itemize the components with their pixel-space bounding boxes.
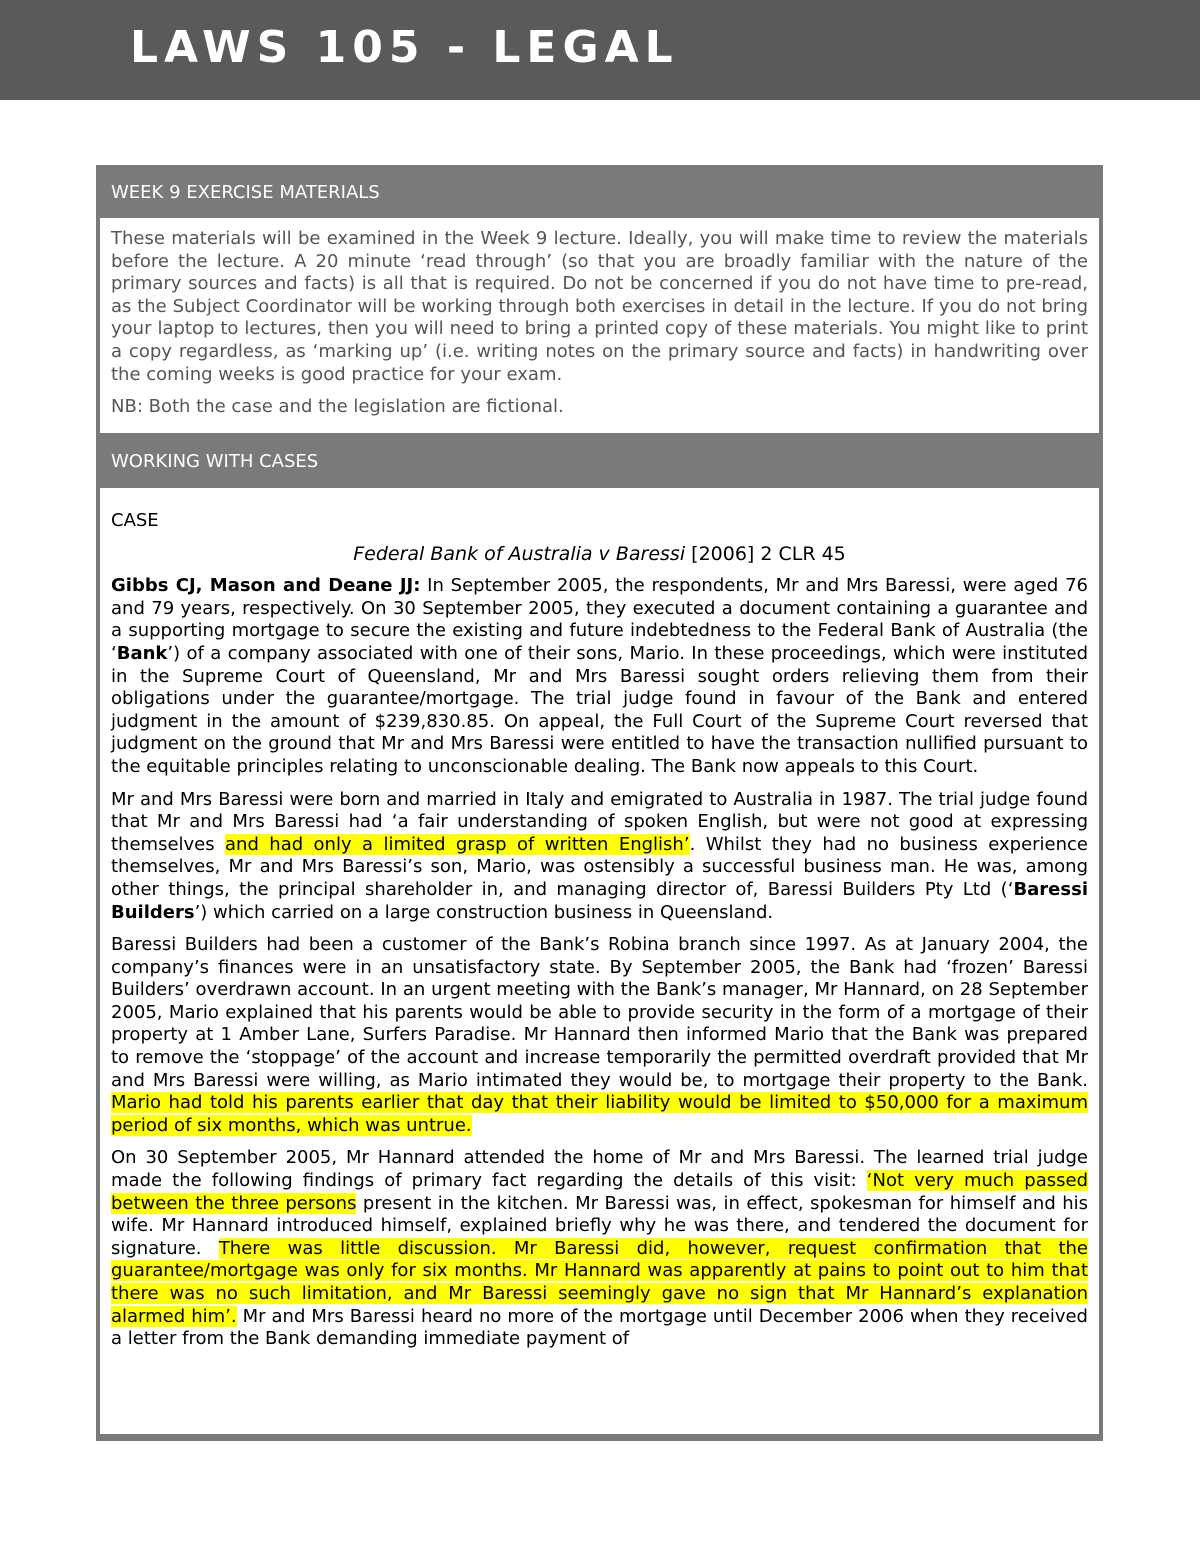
highlighted-text: Mario had told his parents earlier that day that their liability would be limited to $50,000 for a maximum period of six months, which was untrue.: [111, 1092, 1088, 1136]
case-citation: [111, 543, 1088, 566]
case-paragraph-1: Gibbs CJ, Mason and Deane JJ: In September 2005, the respondents, Mr and Mrs Baressi, were aged 76 and 79 years, respectively. On 30 September 2005, they executed a document containing a guarantee and a supporting mortgage to secure the existing and future indebtedness to the Federal Bank of Australia (the ‘Bank’) of a company associated with one of their sons, Mario. In these proceedings, which were instituted in the Supreme Court of Queensland, Mr and Mrs Baressi sought orders relieving them from their obligations under the guarantee/mortgage. The trial judge found in favour of the Bank and entered judgment in the amount of $239,830.85. On appeal, the Full Court of the Supreme Court reversed that judgment on the ground that Mr and Mrs Baressi were entitled to have the transaction nullified pursuant to the equitable principles relating to unconscionable dealing. The Bank now appeals to this Court.: [111, 575, 1088, 777]
defined-term-baressi-builders: Baressi Builders: [111, 878, 1088, 923]
intro-paragraph: These materials will be examined in the Week 9 lecture. Ideally, you will make time to review the materials before the lecture. A 20 minute ‘read through’ (so that you are broadly familiar with the nature of the primary sources and facts) is all that is required. Do not be concerned if you do not have time to pre-read, as the Subject Coordinator will be working through both exercises in detail in the lecture. If you do not bring your laptop to lectures, then you will need to bring a printed copy of these materials. You might like to print a copy regardless, as ‘marking up’ (i.e. writing notes on the primary source and facts) in handwriting over the coming weeks is good practice for your exam.: [111, 228, 1088, 385]
section-heading-cases: WORKING WITH CASES: [100, 437, 1099, 487]
judges-label: Gibbs CJ, Mason and Deane JJ:: [111, 575, 421, 597]
case-paragraph-2: Mr and Mrs Baressi were born and married in Italy and emigrated to Australia in 1987. The trial judge found that Mr and Mrs Baressi had ‘a fair understanding of spoken English, but were not good at expressing themselves and had only a limited grasp of written English’. Whilst they had no business experience themselves, Mr and Mrs Baressi’s son, Mario, was ostensibly a successful business man. He was, among other things, the principal shareholder in, and managing director of, Baressi Builders Pty Ltd (‘Baressi Builders’) which carried on a large construction business in Queensland.: [111, 788, 1089, 923]
case-name: Federal Bank of Australia v Baressi: [353, 542, 686, 565]
page-header-bar: [0, 0, 1200, 100]
cases-panel: [100, 488, 1099, 1434]
section-heading-week9: WEEK 9 EXERCISE MATERIALS: [100, 168, 1099, 218]
case-label: CASE: [111, 510, 159, 531]
nb-note: NB: Both the case and the legislation are fictional.: [111, 396, 564, 418]
highlighted-text: There was little discussion. Mr Baressi did, however, request confirmation that the guarantee/mortgage was only for six months. Mr Hannard was apparently at pains to point out to him that there was no such limitation, and Mr Baressi seemingly gave no sign that Mr Hannard’s explanation alarmed him’.: [111, 1237, 1088, 1327]
case-reference: [2006] 2 CLR 45: [691, 542, 846, 565]
week9-panel: [100, 218, 1099, 433]
highlighted-text: and had only a limited grasp of written English’: [225, 833, 690, 855]
case-paragraph-4: On 30 September 2005, Mr Hannard attended the home of Mr and Mrs Baressi. The learned trial judge made the following findings of primary fact regarding the details of this visit: ‘Not very much passed between the three persons present in the kitchen. Mr Baressi was, in effect, spokesman for himself and his wife. Mr Hannard introduced himself, explained briefly why he was there, and tendered the document for signature. There was little discussion. Mr Baressi did, however, request confirmation that the guarantee/mortgage was only for six months. Mr Hannard was apparently at pains to point out to him that there was no such limitation, and Mr Baressi seemingly gave no sign that Mr Hannard’s explanation alarmed him’. Mr and Mrs Baressi heard no more of the mortgage until December 2006 when they received a letter from the Bank demanding immediate payment of: [111, 1147, 1088, 1350]
highlighted-text: ‘Not very much passed between the three persons: [111, 1170, 1088, 1214]
page-title: LAWS 105 - LEGAL: [130, 22, 679, 73]
defined-term-bank: Bank: [116, 642, 168, 664]
case-paragraph-3: Baressi Builders had been a customer of the Bank’s Robina branch since 1997. As at January 2004, the company’s finances were in an unsatisfactory state. By September 2005, the Bank had ‘frozen’ Baressi Builders’ overdrawn account. In an urgent meeting with the Bank’s manager, Mr Hannard, on 28 September 2005, Mario explained that his parents would be able to provide security in the form of a mortgage of their property at 1 Amber Lane, Surfers Paradise. Mr Hannard then informed Mario that the Bank was prepared to remove the ‘stoppage’ of the account and increase temporarily the permitted overdraft provided that Mr and Mrs Baressi were willing, as Mario intimated they would be, to mortgage their property to the Bank. Mario had told his parents earlier that day that their liability would be limited to $50,000 for a maximum period of six months, which was untrue.: [111, 934, 1088, 1136]
content-frame: [96, 165, 1103, 1441]
